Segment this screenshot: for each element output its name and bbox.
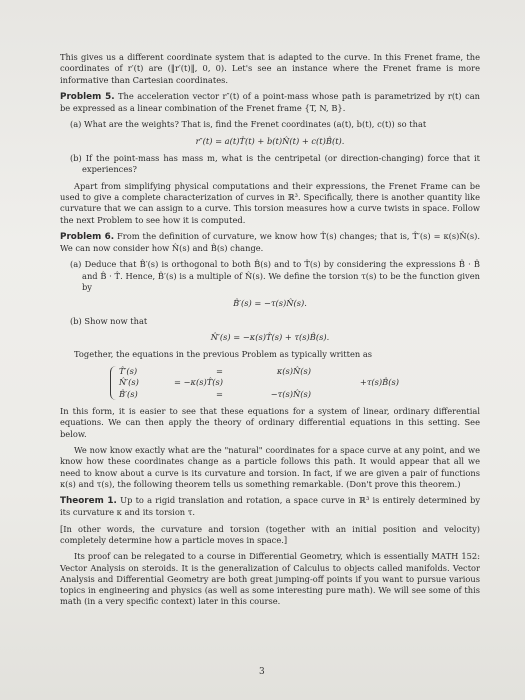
theorem-1-text: Up to a rigid translation and rotation, a space curve in ℝ³ is entirely determined by its curvature κ and its torsion τ. bbox=[60, 495, 481, 518]
theorem-1-note: [In other words, the curvature and torsion (together with an initial position and velocity) completely determine how a particle moves in space.] bbox=[60, 523, 480, 545]
linear-ode-paragraph: In this form, it is easier to see that these equations for a system of linear, ordinary differential equations. We can then apply the theory of ordinary differential equations in this setting. See below. bbox=[60, 406, 480, 439]
problem-5a: (a) What are the weights? That is, find the Frenet coordinates (a(t), b(t), c(t)) so that bbox=[70, 119, 427, 130]
theorem-1 bbox=[60, 495, 480, 519]
theorem-1-heading: Theorem 1. bbox=[60, 496, 117, 507]
frenet-serret-system bbox=[110, 366, 399, 401]
page-number: 3 bbox=[259, 667, 265, 677]
problem-6-heading: Problem 6. bbox=[60, 231, 115, 242]
problem-6a: (a) Deduce that B̂′(s) is orthogonal to both B̂(s) and to T̂(s) by considering the expressions B̂ · B̂ and B̂ · T̂. Hence, B̂′(s) is a multiple of N̂(s). We define the torsion τ(s) to be the function given by bbox=[70, 259, 480, 293]
problem-6a-equation: B̂′(s) = −τ(s)N̂(s). bbox=[233, 298, 307, 309]
system-row: T̂′(s) = κ(s)N̂(s) bbox=[119, 365, 311, 376]
intro-paragraph: This gives us a different coordinate system that is adapted to the curve. In this Frenet frame, the coordinates of r′(t) are (‖r′(t)‖, 0, 0). Let's see an instance where the Frenet frame is more informative than Cartesian coordinates. bbox=[60, 52, 480, 85]
problem-6b-equation: N̂′(s) = −κ(s)T̂(s) + τ(s)B̂(s). bbox=[210, 331, 330, 342]
problem-5-text: The acceleration vector r″(t) of a point-mass whose path is parametrized by r(t) can be expressed as a linear combination of the Frenet frame {T, N, B}. bbox=[60, 90, 480, 114]
problem-5b: (b) If the point-mass has mass m, what is the centripetal (or direction-changing) force that it experiences? bbox=[70, 153, 480, 175]
problem-5a-equation: r″(t) = a(t)T̂(t) + b(t)N̂(t) + c(t)B̂(t). bbox=[195, 135, 345, 146]
frenet-frame-paragraph: Apart from simplifying physical computations and their expressions, the Frenet Frame can be used to give a complete characterization of curves in ℝ³. Specifically, there is another quantity like curvature that we can assign to a curve. This torsion measures how a curve twists in space. Follow the next Problem to see how it is computed. bbox=[60, 180, 480, 225]
page-content bbox=[60, 52, 480, 613]
system-row: B̂′(s) = −τ(s)N̂(s) bbox=[119, 388, 311, 399]
problem-6-statement bbox=[60, 231, 480, 255]
problem-5-heading: Problem 5. bbox=[60, 91, 115, 102]
system-row: N̂′(s) = −κ(s)T̂(s) +τ(s)B̂(s) bbox=[119, 377, 399, 388]
together-paragraph: Together, the equations in the previous Problem as typically written as bbox=[74, 349, 373, 360]
problem-6-text: From the definition of curvature, we know how T̂(s) changes; that is, T̂′(s) = κ(s)N̂(s). We can now consider how N̂(s) and B̂(s) change. bbox=[60, 230, 480, 254]
problem-5-statement bbox=[60, 91, 480, 115]
problem-6b: (b) Show now that bbox=[70, 315, 148, 326]
natural-coordinates-paragraph: We now know exactly what are the "natural" coordinates for a space curve at any point, and we know how these coordinates change as a particle follows this path. It would appear that all we need to know about a curve is its curvature and torsion. In fact, if we are given a pair of functions κ(s) and τ(s), the following theorem tells us something remarkable. (Don't prove this theorem.) bbox=[60, 444, 480, 489]
proof-paragraph: Its proof can be relegated to a course in Differential Geometry, which is essentially MATH 152: Vector Analysis on steroids. It is the generalization of Calculus to objects called manifolds. Vector Analysis and Differential Geometry are both great jumping-off points if you want to pursue various topics in engineering and physics (as well as some interesting pure math). We will see some of this math (in a very specific context) later in this course. bbox=[60, 551, 480, 607]
